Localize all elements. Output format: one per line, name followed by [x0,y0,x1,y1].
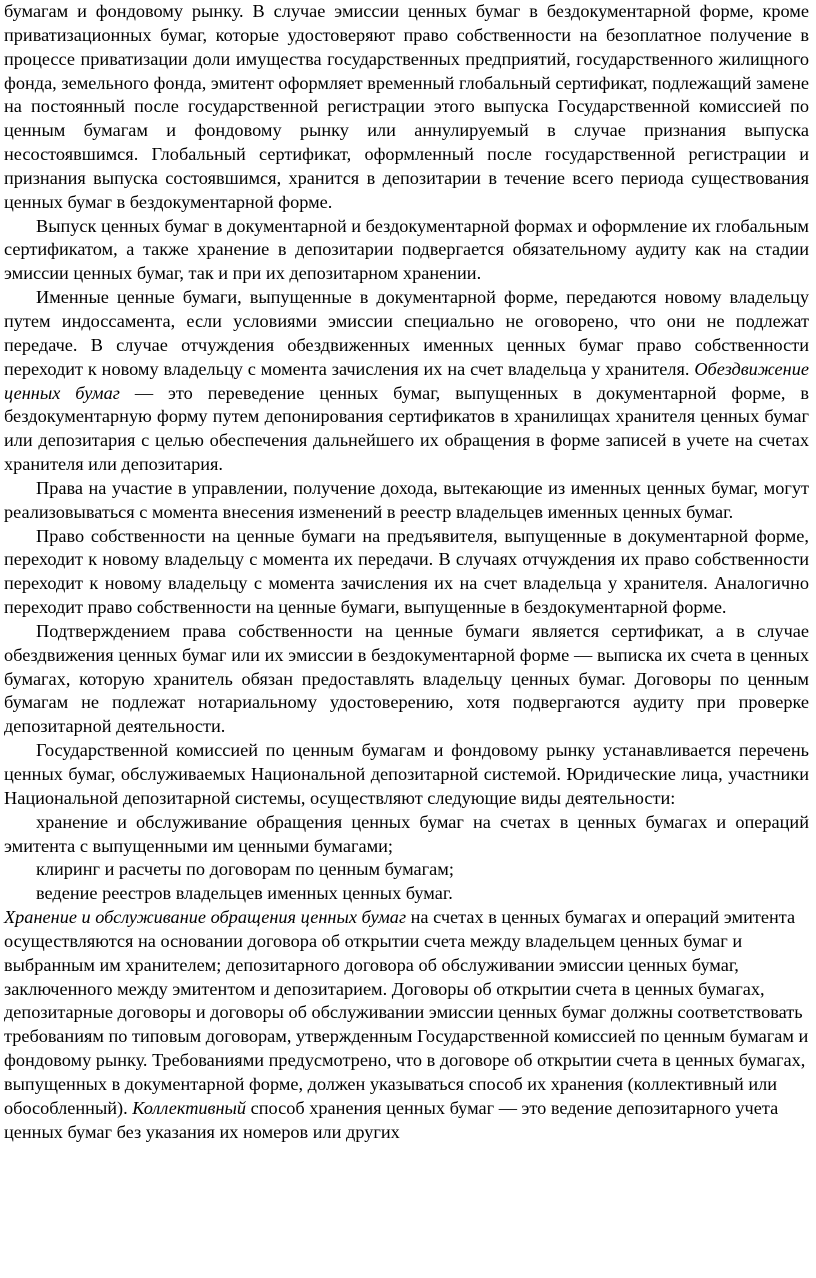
term-immobilization: Обездвижение ценных бумаг [4,358,809,403]
list-item: ведение реестров владельцев именных ценных бумаг. [36,883,453,904]
paragraph-bearer-securities: Право собственности на ценные бумаги на предъявителя, выпущенные в документарной форме, переходит к новому владельцу с момента их передачи. В случаях отчуждения их право собственности переходит к новому владельцу с момента зачисления их на счет владельца у хранителя. Аналогично переходит право собственности на ценные бумаги, выпущенные в бездокументарной форме. [4,525,809,618]
paragraph-text: на счетах в ценных бумагах и операций эмитента осуществляются на основании договора об открытии счета между владельцем ценных бумаг и выбранным им хранителем; депозитарного договора об обслуживании эмиссии ценных бумаг, заключенного между эмитентом и депозитарием. Договоры об открытии счета в ценных бумагах, депозитарные договоры и договоры об обслуживании эмиссии ценных бумаг должны соответствовать требованиям по типовым договорам, утвержденным Государственной комиссией по ценным бумагам и фондовому рынку. Требованиями предусмотрено, что в договоре об открытии счета в ценных бумагах, выпущенных в документарной форме, должен указываться способ их хранения (коллективный или обособленный). [4,907,809,1118]
term-collective: Коллективный [132,1097,247,1118]
list-item: хранение и обслуживание обращения ценных бумаг на счетах в ценных бумагах и операций эмитента с выпущенными им ценными бумагами; [4,811,809,856]
paragraph-audit: Выпуск ценных бумаг в документарной и бездокументарной формах и оформление их глобальным сертификатом, а также хранение в депозитарии подвергается обязательному аудиту как на стадии эмиссии ценных бумаг, так и при их депозитарном хранении. [4,215,809,284]
paragraph-ownership-proof: Подтверждением права собственности на ценные бумаги является сертификат, а в случае обездвижения ценных бумаг или их эмиссии в бездокументарной форме — выписка их счета в ценных бумагах, которую хранитель обязан предоставлять владельцу ценных бумаг. Договоры по ценным бумагам не подлежат нотариальному удостоверению, хотя подвергаются аудиту при проверке депозитарной деятельности. [4,620,809,737]
paragraph-commission-list: Государственной комиссией по ценным бумагам и фондовому рынку устанавливается перечень ценных бумаг, обслуживаемых Национальной депозитарной системой. Юридические лица, участники Национальной депозитарной системы, осуществляют следующие виды деятельности: [4,740,809,808]
paragraph-global-certificate: бумагам и фондовому рынку. В случае эмиссии ценных бумаг в бездокументарной форме, кроме приватизационных бумаг, которые удостоверяют право собственности на безоплатное получение в процессе приватизации доли имущества государственных предприятий, государственного жилищного фонда, земельного фонда, эмитент оформляет временный глобальный сертификат, подлежащий замене на постоянный после государственной регистрации этого выпуска Государственной комиссией по ценным бумагам и фондовому рынку или аннулируемый в случае признания выпуска несостоявшимся. Глобальный сертификат, оформленный после государственной регистрации и признания выпуска состоявшимся, хранится в депозитарии в течение всего периода существования ценных бумаг в бездокументарной форме. [4,1,809,212]
paragraph-storage [4,906,809,1144]
paragraph-text: — это переведение ценных бумаг, выпущенных в документарной форме, в бездокументарную форму путем депонирования сертификатов в хранилищах хранителя ценных бумаг или депозитария с целью обеспечения дальнейшего их обращения в форме записей в учете на счетах хранителя или депозитария. [4,382,810,475]
paragraph-rights: Права на участие в управлении, получение дохода, вытекающие из именных ценных бумаг, могут реализовываться с момента внесения изменений в реестр владельцев именных ценных бумаг. [4,477,809,522]
term-storage: Хранение и обслуживание обращения ценных бумаг [4,907,407,928]
paragraph-registered-securities [4,286,809,477]
paragraph-text: способ хранения ценных бумаг — это ведение депозитарного учета ценных бумаг без указания их номеров или других [4,1097,779,1142]
paragraph-text: Именные ценные бумаги, выпущенные в документарной форме, передаются новому владельцу путем индоссамента, если условиями эмиссии специально не оговорено, что они не подлежат передаче. В случае отчуждения обездвиженных именных ценных бумаг право собственности переходит к новому владельцу с момента зачисления их на счет владельца у хранителя. [4,287,809,379]
list-item: клиринг и расчеты по договорам по ценным бумагам; [36,859,454,880]
